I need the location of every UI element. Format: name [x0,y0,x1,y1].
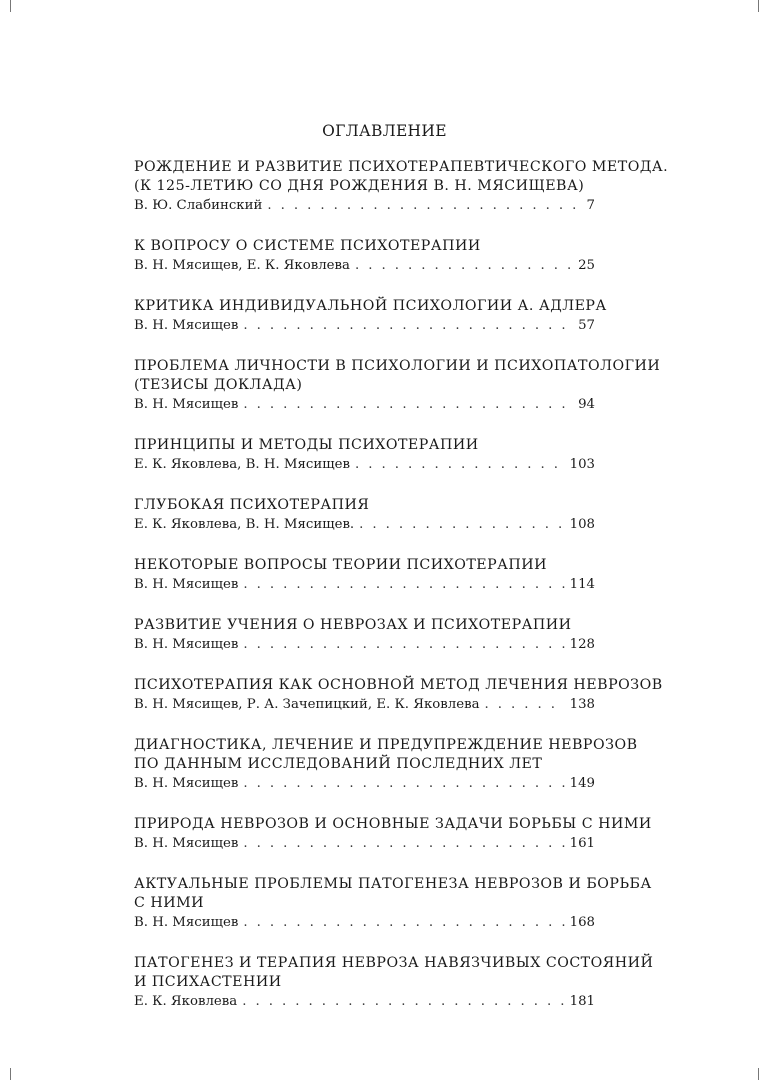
toc-entry-page-number: 149 [569,776,595,791]
toc-entry-line [134,635,595,654]
toc-entry[interactable] [134,954,654,1011]
dot-leader [243,834,564,853]
toc-entry-authors: Е. К. Яковлева, В. Н. Мясищев. [134,517,355,532]
dot-leader [243,395,573,414]
toc-entry-line [134,196,595,215]
toc-entry[interactable] [134,158,669,215]
toc-entry-title: ПСИХОТЕРАПИЯ КАК ОСНОВНОЙ МЕТОД ЛЕЧЕНИЯ НЕВРОЗОВ [134,677,663,693]
toc-entry-page-number: 57 [578,318,595,333]
dot-leader [243,316,573,335]
toc-entry-title: К ВОПРОСУ О СИСТЕМЕ ПСИХОТЕРАПИИ [134,238,481,254]
toc-entry-page-number: 103 [569,457,595,472]
toc-entry-page-number: 138 [569,697,595,712]
toc-entry[interactable] [134,815,652,853]
table-of-contents [134,158,669,1033]
crop-mark-bottom-left [10,1068,11,1080]
toc-entry-authors: В. Н. Мясищев, Е. К. Яковлева [134,258,350,273]
dot-leader [355,455,565,474]
toc-entry[interactable] [134,357,661,414]
toc-entry[interactable] [134,676,663,714]
toc-entry-authors: В. Н. Мясищев [134,637,239,652]
toc-entry-line [134,256,595,275]
toc-entry-line [134,834,595,853]
toc-entry-page-number: 114 [569,577,595,592]
toc-entry-line [134,774,595,793]
toc-entry-title: НЕКОТОРЫЕ ВОПРОСЫ ТЕОРИИ ПСИХОТЕРАПИИ [134,557,548,573]
toc-entry-authors: В. Н. Мясищев, Р. А. Зачепицкий, Е. К. Яковлева [134,697,480,712]
toc-entry-authors: В. Н. Мясищев [134,397,239,412]
toc-entry-title: И ПСИХАСТЕНИИ [134,974,282,990]
toc-entry-page-number: 94 [578,397,595,412]
toc-entry-title: ПАТОГЕНЕЗ И ТЕРАПИЯ НЕВРОЗА НАВЯЗЧИВЫХ СОСТОЯНИЙ [134,955,654,971]
dot-leader [243,575,564,594]
toc-entry-line [134,992,595,1011]
toc-entry-line [134,316,595,335]
crop-mark-top-left [10,0,11,12]
toc-entry-line [134,455,595,474]
toc-entry-page-number: 181 [569,994,595,1009]
dot-leader [243,774,564,793]
toc-entry-title: (ТЕЗИСЫ ДОКЛАДА) [134,377,303,393]
toc-entry-page-number: 25 [578,258,595,273]
toc-entry[interactable] [134,616,595,654]
toc-entry[interactable] [134,436,595,474]
crop-mark-top-right [758,0,759,12]
toc-entry-title: КРИТИКА ИНДИВИДУАЛЬНОЙ ПСИХОЛОГИИ А. АДЛЕРА [134,298,607,314]
toc-entry-title: С НИМИ [134,895,205,911]
toc-entry-authors: Е. К. Яковлева, В. Н. Мясищев [134,457,350,472]
toc-entry[interactable] [134,237,595,275]
toc-entry-title: ПРИРОДА НЕВРОЗОВ И ОСНОВНЫЕ ЗАДАЧИ БОРЬБЫ С НИМИ [134,816,652,832]
crop-mark-bottom-right [758,1068,759,1080]
toc-entry[interactable] [134,556,595,594]
toc-entry-line [134,515,595,534]
toc-entry-page-number: 7 [586,198,595,213]
dot-leader [267,196,581,215]
toc-entry-title: ПРИНЦИПЫ И МЕТОДЫ ПСИХОТЕРАПИИ [134,437,479,453]
toc-entry-page-number: 168 [569,915,595,930]
toc-entry-authors: В. Ю. Слабинский [134,198,263,213]
toc-entry-title: (К 125-ЛЕТИЮ СО ДНЯ РОЖДЕНИЯ В. Н. МЯСИЩЕВА) [134,178,585,194]
toc-entry-line [134,395,595,414]
toc-entry-title: АКТУАЛЬНЫЕ ПРОБЛЕМЫ ПАТОГЕНЕЗА НЕВРОЗОВ И БОРЬБА [134,876,652,892]
toc-entry-authors: В. Н. Мясищев [134,577,239,592]
toc-entry[interactable] [134,875,652,932]
toc-entry-authors: В. Н. Мясищев [134,776,239,791]
dot-leader [485,695,565,714]
toc-entry-authors: В. Н. Мясищев [134,915,239,930]
toc-entry-title: РАЗВИТИЕ УЧЕНИЯ О НЕВРОЗАХ И ПСИХОТЕРАПИИ [134,617,572,633]
toc-entry-title: ПО ДАННЫМ ИССЛЕДОВАНИЙ ПОСЛЕДНИХ ЛЕТ [134,756,543,772]
toc-entry-title: ПРОБЛЕМА ЛИЧНОСТИ В ПСИХОЛОГИИ И ПСИХОПАТОЛОГИИ [134,358,661,374]
toc-entry[interactable] [134,297,607,335]
toc-entry-line [134,913,595,932]
toc-entry-title: ГЛУБОКАЯ ПСИХОТЕРАПИЯ [134,497,370,513]
dot-leader [243,913,564,932]
toc-entry-line [134,695,595,714]
dot-leader [359,515,564,534]
toc-entry[interactable] [134,496,595,534]
dot-leader [243,635,564,654]
toc-entry-title: ДИАГНОСТИКА, ЛЕЧЕНИЕ И ПРЕДУПРЕЖДЕНИЕ НЕВРОЗОВ [134,737,638,753]
toc-entry-authors: В. Н. Мясищев [134,836,239,851]
toc-entry-page-number: 128 [569,637,595,652]
page-title: ОГЛАВЛЕНИЕ [322,122,447,140]
dot-leader [355,256,573,275]
toc-entry-authors: В. Н. Мясищев [134,318,239,333]
toc-entry-title: РОЖДЕНИЕ И РАЗВИТИЕ ПСИХОТЕРАПЕВТИЧЕСКОГО МЕТОДА. [134,159,669,175]
dot-leader [242,992,564,1011]
toc-entry[interactable] [134,736,638,793]
toc-entry-line [134,575,595,594]
toc-entry-page-number: 161 [569,836,595,851]
toc-entry-page-number: 108 [569,517,595,532]
toc-entry-authors: Е. К. Яковлева [134,994,238,1009]
